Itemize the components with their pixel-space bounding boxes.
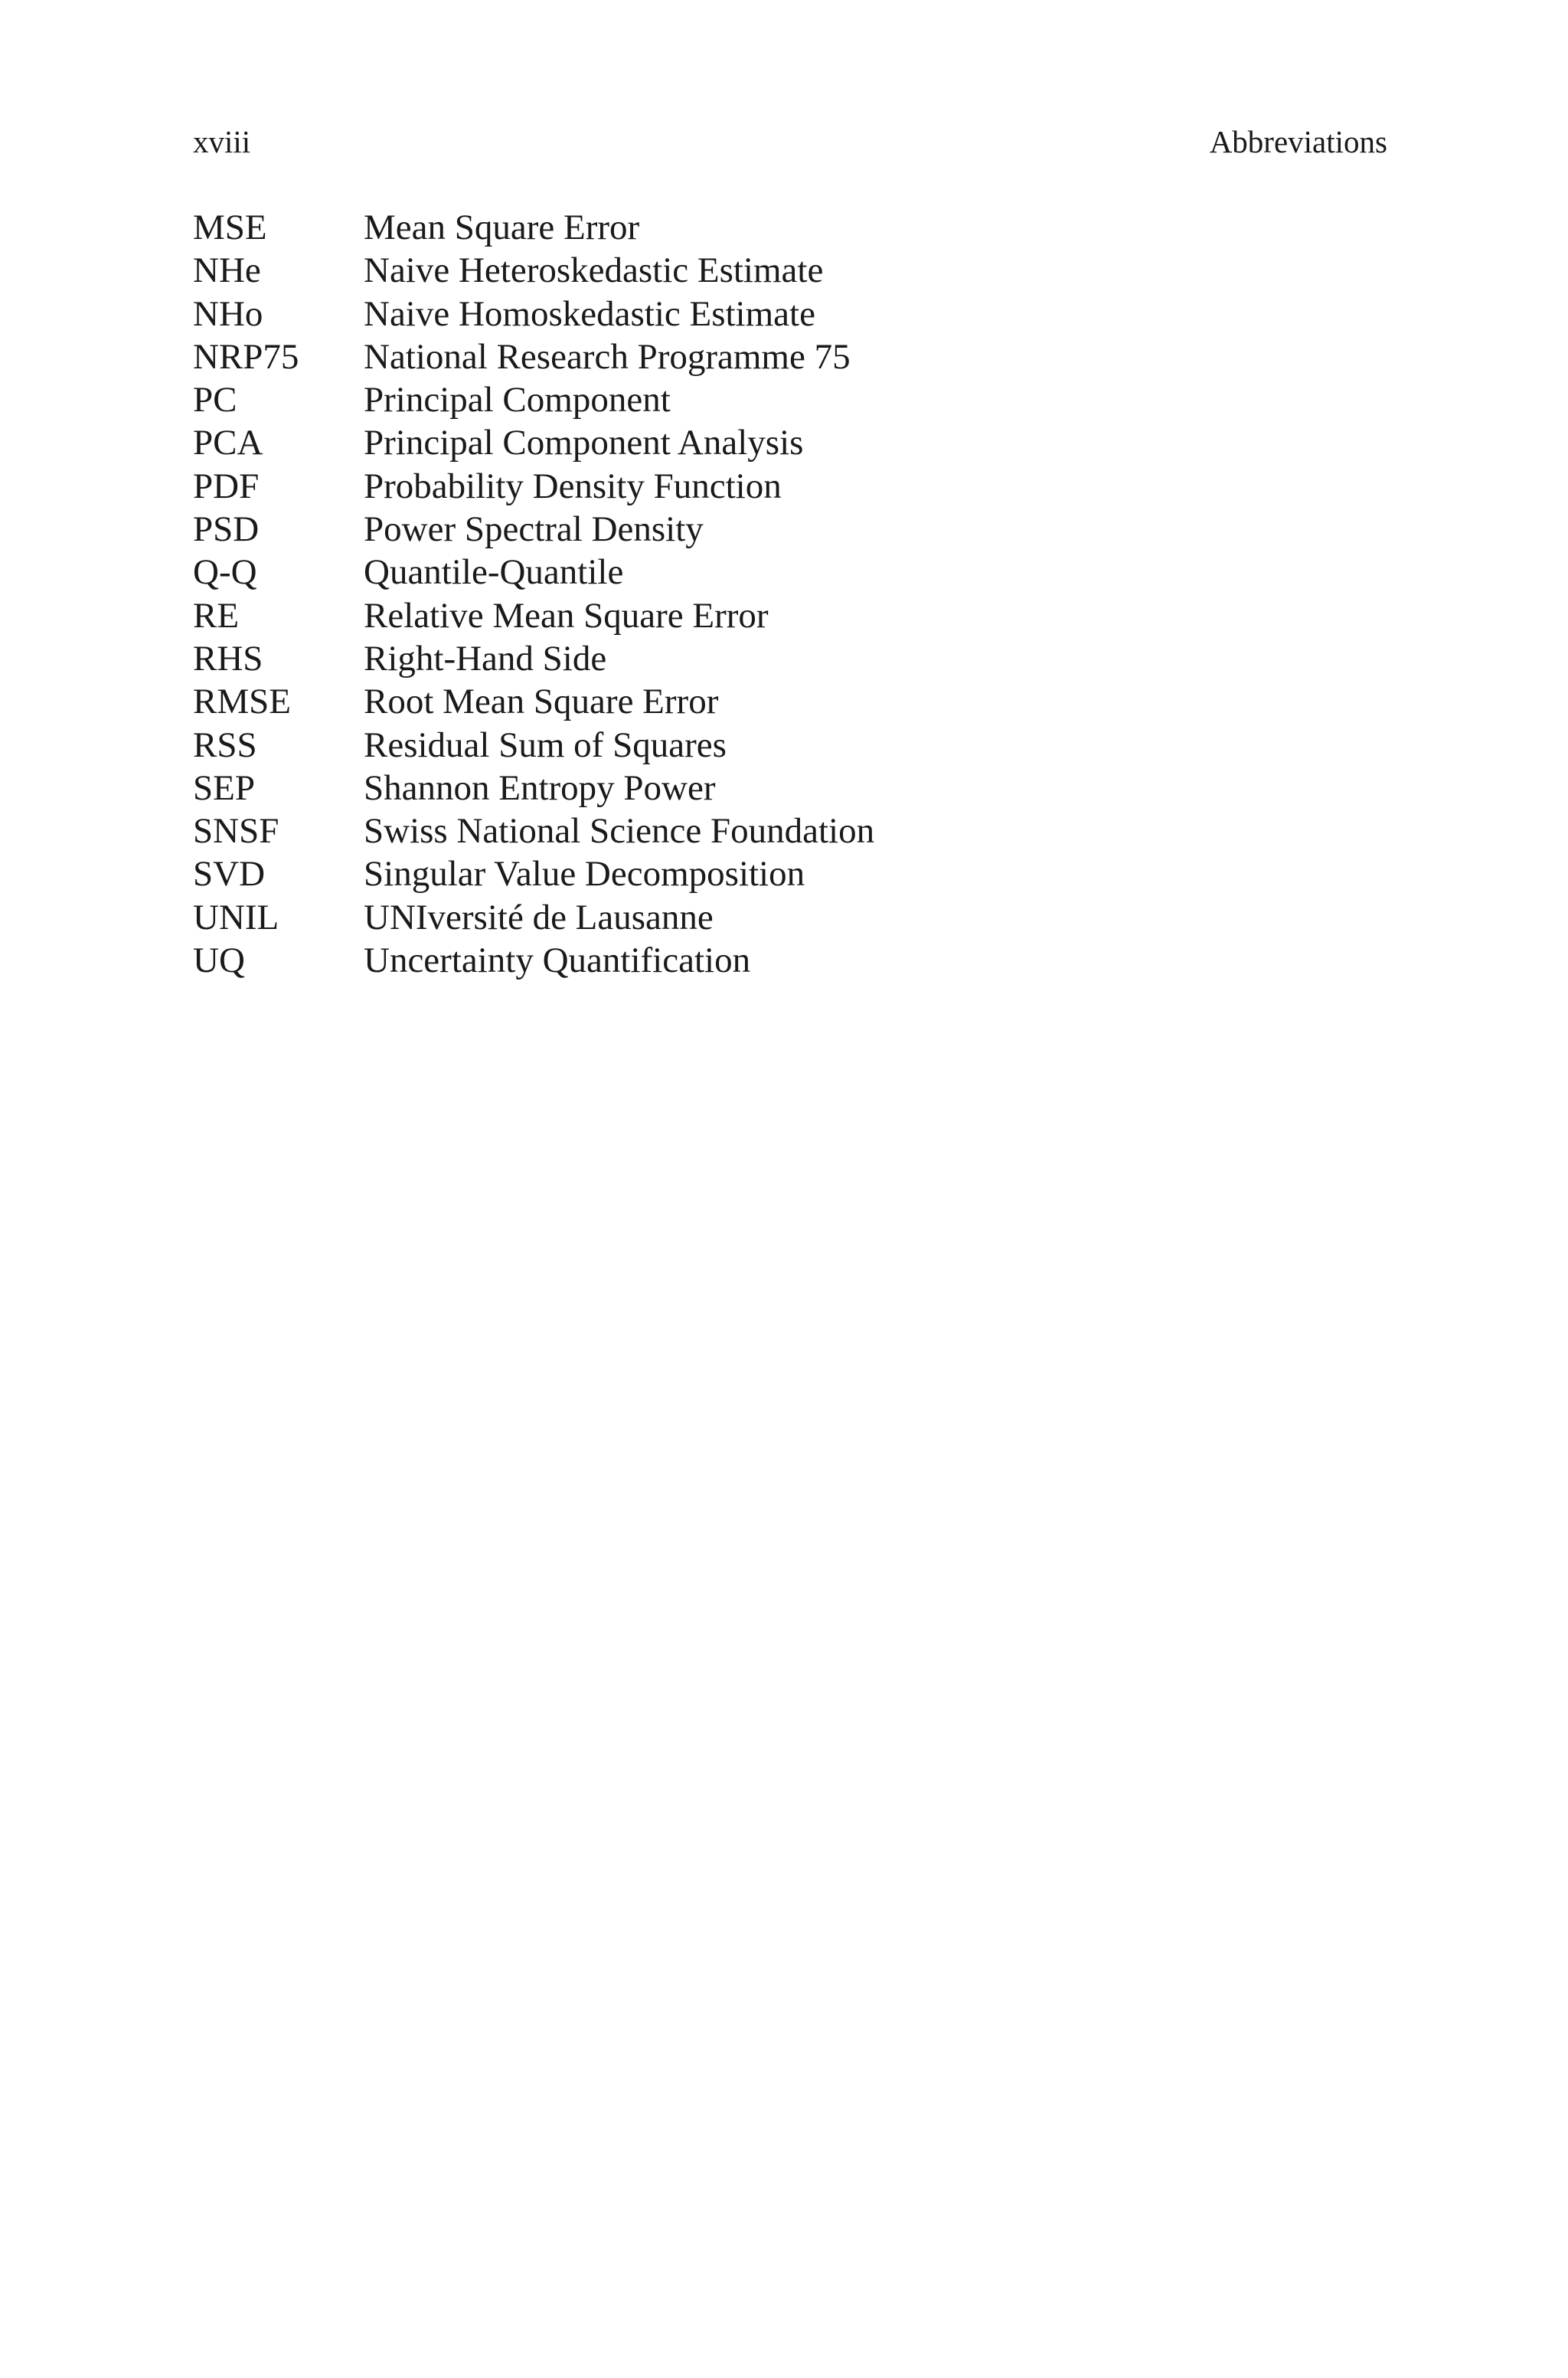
abbreviation-row — [193, 421, 1387, 464]
running-title: Abbreviations — [1209, 124, 1387, 159]
abbreviation-row — [193, 896, 1387, 939]
abbreviation-term: NRP75 — [193, 336, 299, 377]
abbreviation-definition: Root Mean Square Error — [364, 682, 719, 722]
abbreviation-definition: Mean Square Error — [364, 208, 640, 247]
abbreviation-term: SVD — [193, 854, 266, 895]
abbreviation-term: NHe — [193, 250, 261, 291]
abbreviation-definition: Singular Value Decomposition — [364, 854, 805, 895]
abbreviation-term: NHo — [193, 293, 263, 334]
abbreviation-term: UNIL — [193, 897, 279, 937]
abbreviation-list — [193, 206, 1387, 982]
abbreviation-row — [193, 551, 1387, 594]
abbreviation-row — [193, 293, 1387, 335]
abbreviation-term: PSD — [193, 509, 260, 550]
abbreviation-row — [193, 852, 1387, 895]
abbreviation-definition: Naive Heteroskedastic Estimate — [364, 250, 824, 291]
abbreviation-definition: Quantile-Quantile — [364, 552, 624, 593]
abbreviation-definition: Shannon Entropy Power — [364, 767, 716, 808]
abbreviation-term: PCA — [193, 423, 263, 463]
abbreviation-row — [193, 810, 1387, 852]
abbreviation-definition: Residual Sum of Squares — [364, 725, 727, 765]
page-number: xviii — [193, 124, 251, 159]
abbreviation-row — [193, 335, 1387, 378]
abbreviation-term: MSE — [193, 208, 267, 247]
abbreviation-term: UQ — [193, 940, 245, 981]
abbreviation-term: RE — [193, 595, 240, 636]
abbreviation-definition: UNIversité de Lausanne — [364, 897, 714, 937]
abbreviation-row — [193, 724, 1387, 767]
abbreviation-definition: Uncertainty Quantification — [364, 940, 751, 981]
abbreviation-row — [193, 594, 1387, 637]
abbreviation-row — [193, 680, 1387, 723]
abbreviation-term: PC — [193, 380, 237, 420]
abbreviation-row — [193, 767, 1387, 810]
abbreviation-definition: Power Spectral Density — [364, 509, 704, 550]
abbreviation-term: RSS — [193, 725, 257, 765]
abbreviation-term: RMSE — [193, 682, 291, 722]
abbreviation-row — [193, 508, 1387, 551]
abbreviation-term: Q-Q — [193, 552, 257, 593]
abbreviation-term: RHS — [193, 638, 263, 679]
abbreviation-definition: National Research Programme 75 — [364, 336, 851, 377]
abbreviation-definition: Relative Mean Square Error — [364, 595, 769, 636]
running-head — [193, 123, 1387, 161]
abbreviation-row — [193, 637, 1387, 680]
abbreviation-definition: Swiss National Science Foundation — [364, 811, 875, 852]
abbreviation-row — [193, 378, 1387, 421]
abbreviation-definition: Right-Hand Side — [364, 638, 607, 679]
abbreviation-definition: Naive Homoskedastic Estimate — [364, 293, 815, 334]
abbreviation-definition: Principal Component Analysis — [364, 423, 804, 463]
abbreviation-row — [193, 465, 1387, 508]
abbreviation-definition: Probability Density Function — [364, 466, 782, 506]
abbreviation-row — [193, 249, 1387, 292]
abbreviation-row — [193, 939, 1387, 982]
abbreviation-term: SEP — [193, 767, 255, 808]
abbreviation-definition: Principal Component — [364, 380, 671, 420]
abbreviation-term: PDF — [193, 466, 260, 506]
abbreviation-row — [193, 206, 1387, 249]
abbreviation-term: SNSF — [193, 811, 279, 852]
